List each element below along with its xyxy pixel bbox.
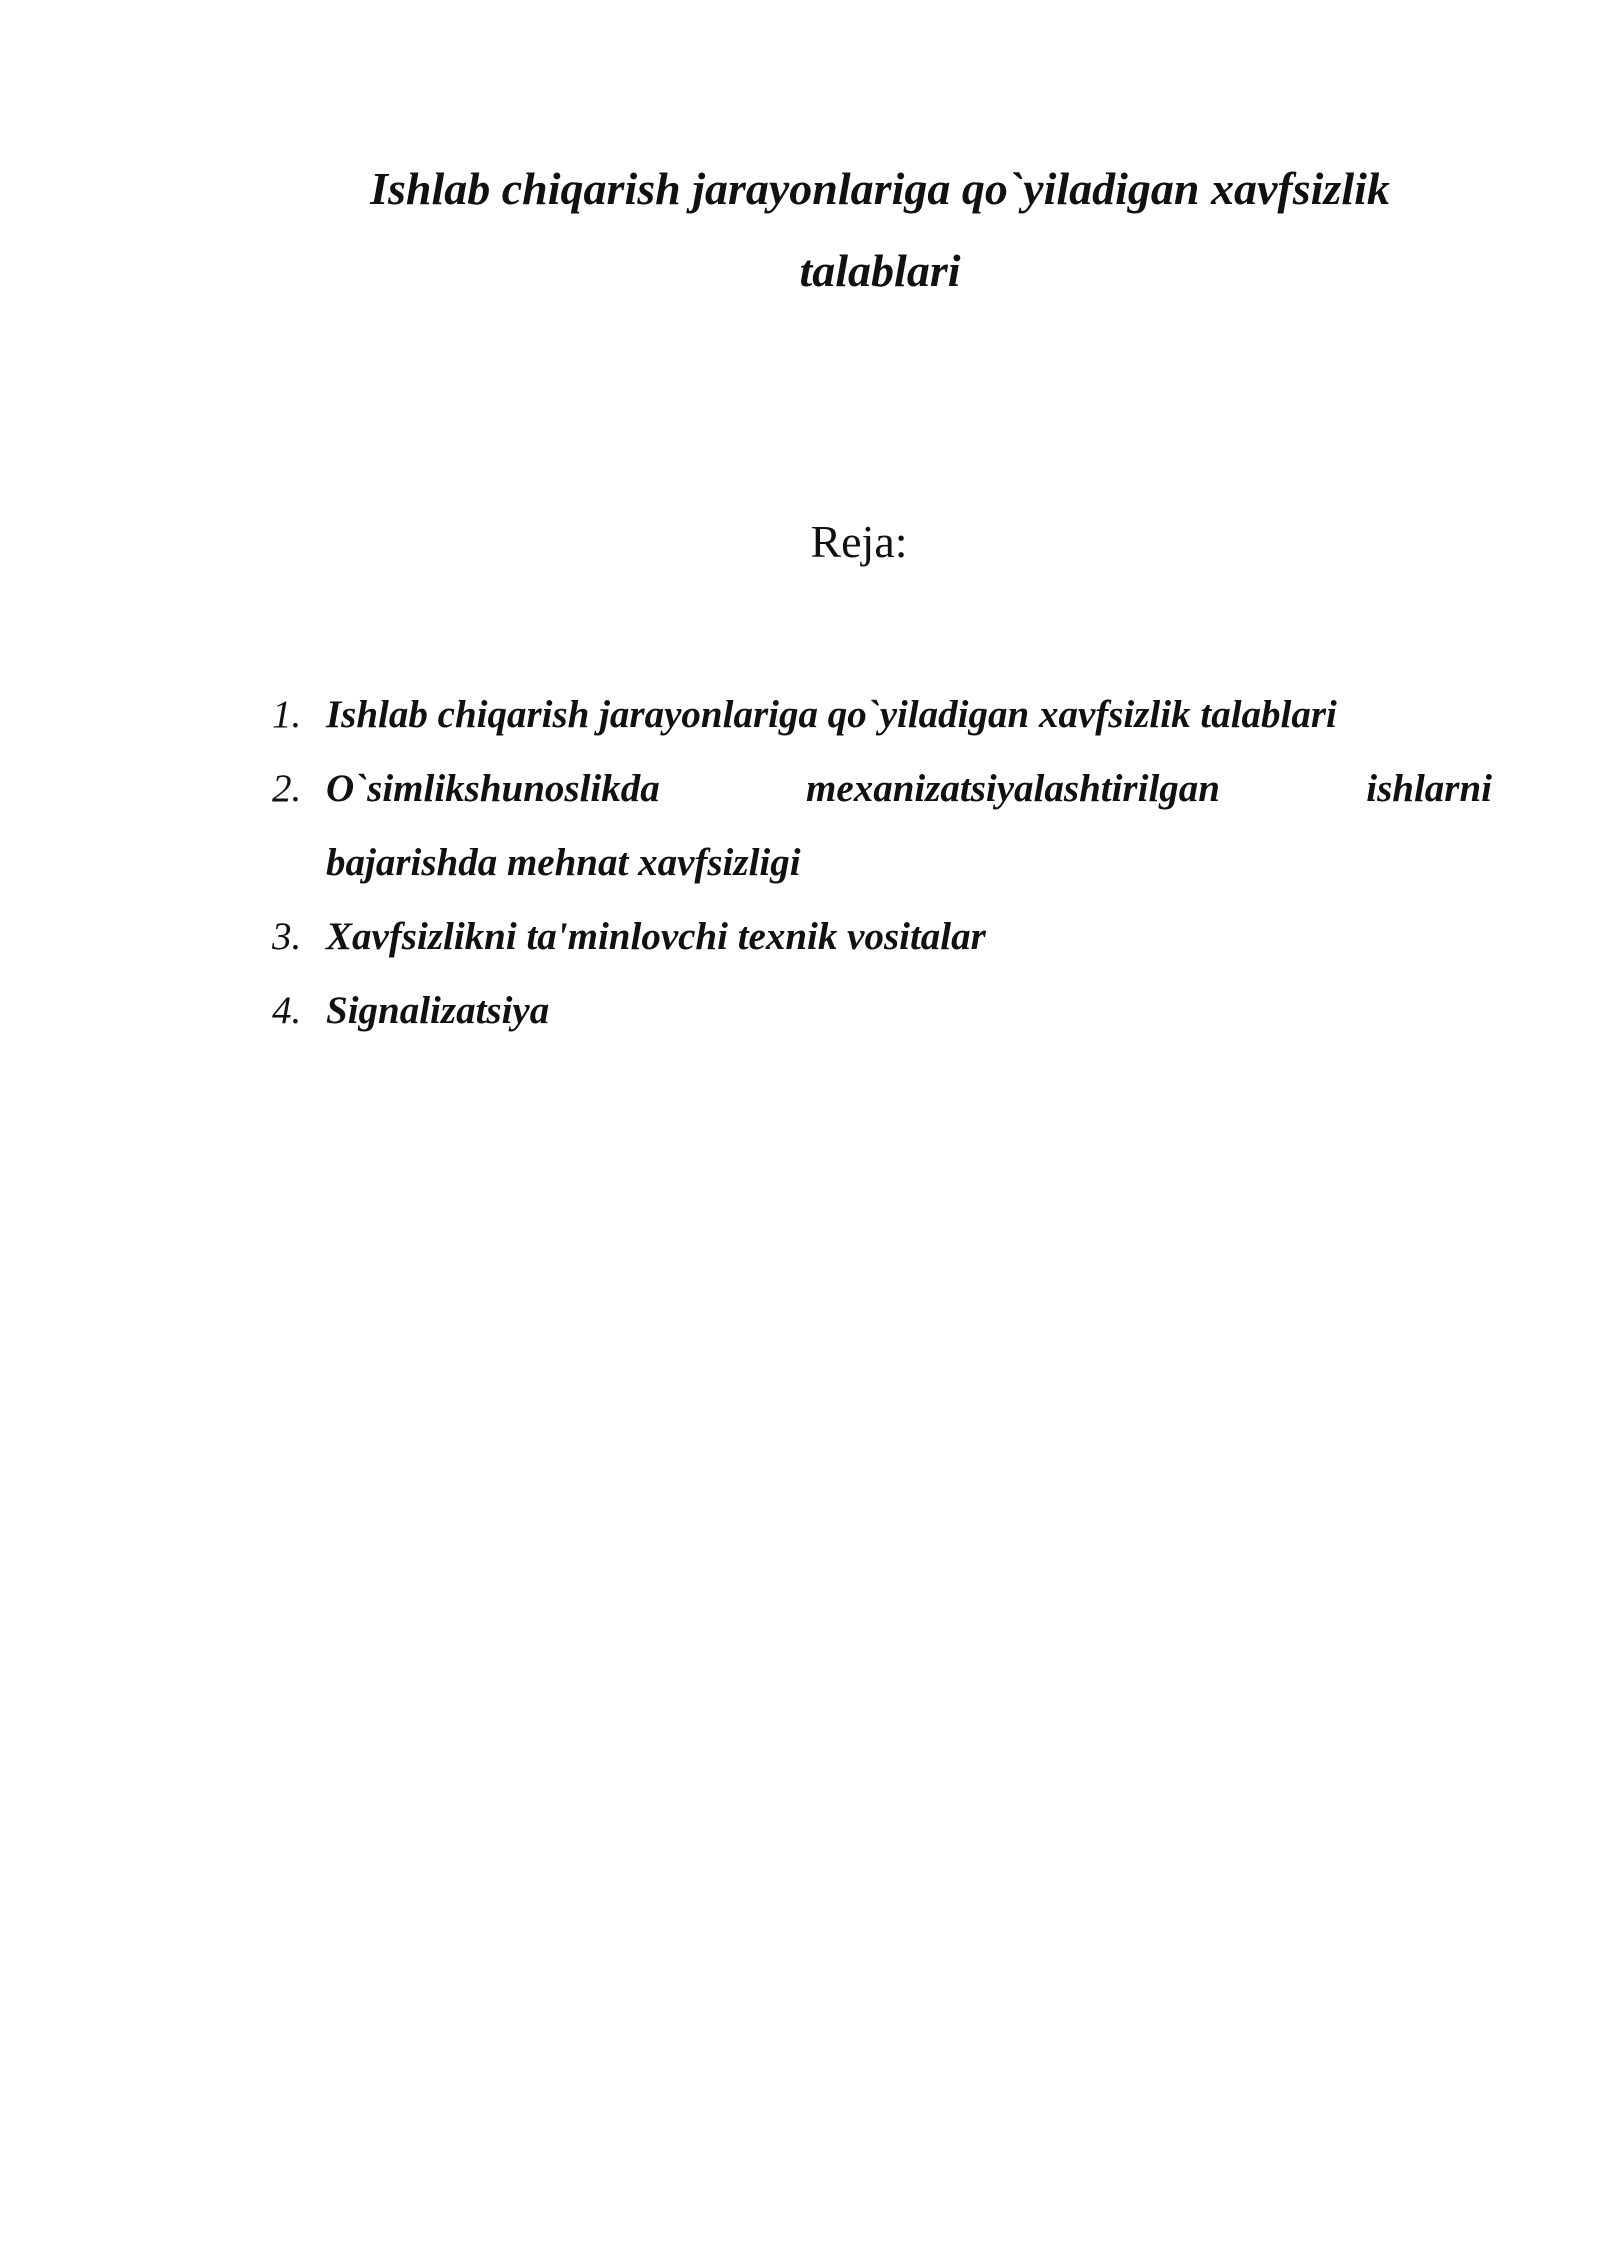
document-title bbox=[330, 148, 1430, 312]
plan-item-3 bbox=[272, 900, 1492, 974]
plan-item-text bbox=[326, 752, 1492, 900]
plan-item-text: Xavfsizlikni ta'minlovchi texnik vositalar bbox=[326, 915, 986, 958]
plan-item-number: 4. bbox=[272, 989, 302, 1032]
plan-item-text: Ishlab chiqarish jarayonlariga qo`yiladigan xavfsizlik talablari bbox=[326, 693, 1337, 736]
plan-item-number: 2. bbox=[272, 767, 302, 810]
plan-item-2 bbox=[272, 752, 1492, 900]
plan-item-1 bbox=[272, 678, 1492, 752]
plan-item-4 bbox=[272, 974, 1492, 1048]
document-title-line-1: Ishlab chiqarish jarayonlariga qo`yiladigan xavfsizlik bbox=[370, 163, 1390, 214]
plan-item-number: 1. bbox=[272, 693, 302, 736]
plan-item-text-line-2: bajarishda mehnat xavfsizligi bbox=[326, 841, 801, 884]
plan-heading: Reja: bbox=[810, 516, 908, 567]
plan-list bbox=[272, 678, 1492, 1048]
document-title-line-2: talablari bbox=[799, 245, 961, 296]
plan-item-number: 3. bbox=[272, 915, 302, 958]
plan-item-text-line-1: O`simlikshunoslikda mexanizatsiyalashtirilgan ishlarni bbox=[326, 767, 1492, 810]
plan-item-text: Signalizatsiya bbox=[326, 989, 550, 1032]
